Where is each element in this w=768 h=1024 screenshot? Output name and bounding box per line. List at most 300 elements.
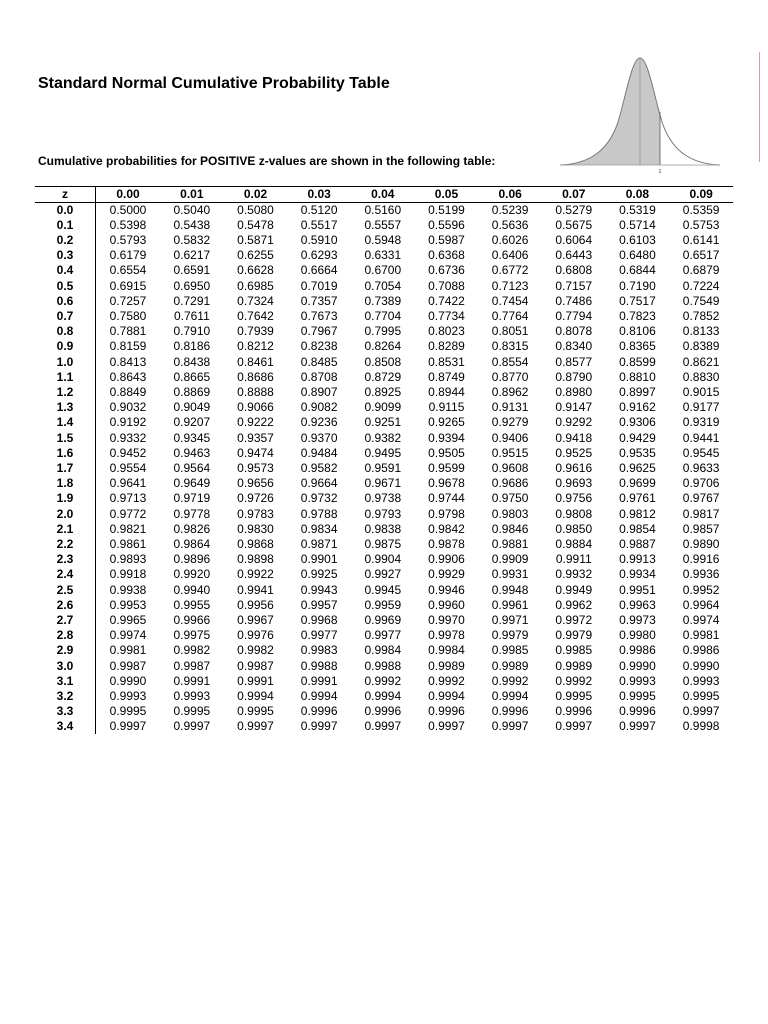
probability-cell: 0.9973 [619, 613, 656, 627]
probability-cell: 0.9997 [173, 719, 211, 733]
probability-cell: 0.7673 [300, 309, 338, 323]
probability-cell: 0.9989 [555, 658, 593, 673]
probability-cell: 0.9767 [682, 491, 720, 505]
probability-cell: 0.7123 [491, 278, 529, 293]
probability-cell: 0.9162 [619, 400, 656, 414]
z-value-cell: 2.1 [35, 522, 96, 537]
probability-cell: 0.5517 [300, 218, 338, 232]
probability-cell: 0.9857 [682, 522, 720, 536]
column-header: 0.07 [542, 187, 606, 203]
probability-cell: 0.9798 [428, 506, 465, 521]
probability-cell: 0.9875 [364, 537, 402, 551]
column-header: 0.04 [351, 187, 415, 203]
probability-cell: 0.6664 [300, 263, 338, 277]
table-row [35, 522, 733, 537]
probability-cell: 0.9992 [428, 674, 465, 688]
probability-cell: 0.9946 [428, 582, 465, 597]
probability-cell: 0.7881 [109, 324, 147, 338]
probability-cell: 0.9934 [619, 567, 656, 581]
probability-cell: 0.9997 [109, 719, 147, 733]
z-value-cell: 1.9 [35, 491, 96, 506]
probability-cell: 0.9959 [364, 598, 402, 612]
probability-cell: 0.8133 [682, 324, 720, 338]
probability-cell: 0.9918 [109, 567, 147, 581]
probability-cell: 0.9608 [491, 461, 529, 475]
probability-cell: 0.6103 [619, 233, 656, 247]
probability-cell: 0.9418 [555, 430, 593, 445]
probability-cell: 0.7580 [109, 309, 147, 323]
probability-cell: 0.8849 [109, 385, 147, 399]
probability-cell: 0.9952 [682, 582, 720, 597]
probability-cell: 0.7823 [619, 309, 656, 323]
probability-cell: 0.9989 [491, 658, 529, 673]
z-value-cell: 3.0 [35, 658, 96, 674]
probability-cell: 0.9953 [109, 598, 147, 612]
probability-cell: 0.9980 [619, 628, 656, 642]
probability-cell: 0.9484 [300, 446, 338, 460]
probability-cell: 0.9997 [682, 704, 720, 718]
probability-cell: 0.6064 [555, 233, 593, 247]
probability-cell: 0.9993 [619, 674, 656, 688]
table-row [35, 537, 733, 552]
probability-cell: 0.9957 [300, 598, 338, 612]
probability-cell: 0.9995 [109, 704, 147, 718]
z-value-cell: 1.7 [35, 461, 96, 476]
probability-cell: 0.9192 [109, 415, 147, 429]
z-value-cell: 3.1 [35, 674, 96, 689]
z-value-cell: 0.6 [35, 294, 96, 309]
table-row [35, 704, 733, 719]
z-value-cell: 3.2 [35, 689, 96, 704]
probability-cell: 0.9997 [237, 719, 274, 733]
probability-cell: 0.9920 [173, 567, 211, 581]
table-row [35, 719, 733, 734]
probability-cell: 0.9830 [237, 522, 274, 536]
probability-cell: 0.5319 [619, 203, 656, 217]
probability-cell: 0.9987 [173, 658, 211, 673]
probability-cell: 0.6293 [300, 248, 338, 262]
probability-cell: 0.5596 [428, 218, 465, 232]
probability-cell: 0.9929 [428, 567, 465, 581]
probability-cell: 0.9803 [491, 506, 529, 521]
probability-cell: 0.9986 [682, 643, 720, 657]
probability-cell: 0.7967 [300, 324, 338, 338]
probability-cell: 0.8159 [109, 339, 147, 353]
z-value-cell: 3.3 [35, 704, 96, 719]
column-header: 0.05 [415, 187, 479, 203]
probability-cell: 0.6179 [109, 248, 147, 262]
probability-cell: 0.8340 [555, 339, 593, 353]
probability-cell: 0.9904 [364, 552, 402, 566]
probability-cell: 0.9738 [364, 491, 402, 505]
probability-cell: 0.9943 [300, 582, 338, 597]
probability-cell: 0.7486 [555, 294, 593, 308]
probability-cell: 0.9452 [109, 446, 147, 460]
probability-cell: 0.9896 [173, 552, 211, 566]
probability-cell: 0.9838 [364, 522, 402, 536]
z-value-cell: 3.4 [35, 719, 96, 734]
probability-cell: 0.9693 [555, 476, 593, 490]
probability-cell: 0.9573 [237, 461, 274, 475]
probability-cell: 0.9994 [491, 689, 529, 703]
probability-cell: 0.9842 [428, 522, 465, 536]
probability-cell: 0.9951 [619, 582, 656, 597]
probability-cell: 0.8643 [109, 370, 147, 384]
probability-cell: 0.8729 [364, 370, 402, 384]
probability-cell: 0.9993 [109, 689, 147, 703]
probability-cell: 0.9956 [237, 598, 274, 612]
probability-cell: 0.6443 [555, 248, 593, 262]
table-row [35, 278, 733, 294]
probability-cell: 0.9616 [555, 461, 593, 475]
column-header: 0.02 [224, 187, 288, 203]
probability-cell: 0.9989 [428, 658, 465, 673]
z-value-cell: 1.2 [35, 385, 96, 400]
normal-curve-figure [560, 52, 740, 177]
probability-cell: 0.9993 [682, 674, 720, 688]
probability-cell: 0.7549 [682, 294, 720, 308]
probability-cell: 0.9649 [173, 476, 211, 490]
probability-cell: 0.9131 [491, 400, 529, 414]
probability-cell: 0.9976 [237, 628, 274, 642]
probability-cell: 0.7389 [364, 294, 402, 308]
probability-cell: 0.8810 [619, 370, 656, 384]
probability-cell: 0.6772 [491, 263, 529, 277]
probability-cell: 0.6628 [237, 263, 274, 277]
probability-cell: 0.9015 [682, 385, 720, 399]
z-value-cell: 2.6 [35, 598, 96, 613]
probability-cell: 0.9265 [428, 415, 465, 429]
probability-cell: 0.9726 [237, 491, 274, 505]
probability-cell: 0.9821 [109, 522, 147, 536]
probability-cell: 0.8413 [109, 354, 147, 369]
probability-cell: 0.7517 [619, 294, 656, 308]
probability-cell: 0.9979 [491, 628, 529, 642]
probability-cell: 0.7257 [109, 294, 147, 308]
probability-cell: 0.8790 [555, 370, 593, 384]
probability-cell: 0.8749 [428, 370, 465, 384]
z-value-cell: 2.5 [35, 582, 96, 598]
probability-cell: 0.9756 [555, 491, 593, 505]
probability-cell: 0.9633 [682, 461, 720, 475]
column-header: 0.09 [669, 187, 733, 203]
probability-cell: 0.6480 [619, 248, 656, 262]
probability-cell: 0.7852 [682, 309, 720, 323]
probability-cell: 0.8531 [428, 354, 465, 369]
probability-cell: 0.9984 [428, 643, 465, 657]
probability-cell: 0.8365 [619, 339, 656, 353]
probability-cell: 0.6700 [364, 263, 402, 277]
probability-cell: 0.7454 [491, 294, 529, 308]
probability-cell: 0.9996 [555, 704, 593, 718]
probability-cell: 0.9981 [109, 643, 147, 657]
probability-cell: 0.5279 [555, 203, 593, 217]
table-row [35, 628, 733, 643]
probability-cell: 0.7910 [173, 324, 211, 338]
probability-cell: 0.8485 [300, 354, 338, 369]
probability-cell: 0.9984 [364, 643, 402, 657]
probability-cell: 0.6026 [491, 233, 529, 247]
probability-cell: 0.9671 [364, 476, 402, 490]
z-value-cell: 0.2 [35, 233, 96, 248]
z-value-cell: 1.1 [35, 370, 96, 385]
probability-cell: 0.6255 [237, 248, 274, 262]
probability-cell: 0.9945 [364, 582, 402, 597]
probability-cell: 0.5871 [237, 233, 274, 247]
column-header: 0.08 [606, 187, 670, 203]
probability-cell: 0.9968 [300, 613, 338, 627]
probability-cell: 0.8907 [300, 385, 338, 399]
probability-cell: 0.7642 [237, 309, 274, 323]
probability-cell: 0.7088 [428, 278, 465, 293]
probability-cell: 0.9783 [237, 506, 274, 521]
probability-cell: 0.9975 [173, 628, 211, 642]
z-marker-label: z [658, 169, 662, 175]
probability-cell: 0.5987 [428, 233, 465, 247]
probability-cell: 0.8770 [491, 370, 529, 384]
probability-cell: 0.9995 [682, 689, 720, 703]
table-row [35, 263, 733, 278]
table-row [35, 613, 733, 628]
z-value-cell: 2.4 [35, 567, 96, 582]
z-value-cell: 2.0 [35, 506, 96, 522]
probability-cell: 0.7190 [619, 278, 656, 293]
probability-cell: 0.6736 [428, 263, 465, 277]
probability-cell: 0.9971 [491, 613, 529, 627]
probability-cell: 0.9995 [237, 704, 274, 718]
probability-cell: 0.5793 [109, 233, 147, 247]
table-row [35, 446, 733, 461]
probability-cell: 0.5000 [109, 203, 147, 217]
probability-cell: 0.9846 [491, 522, 529, 536]
probability-cell: 0.5040 [173, 203, 211, 217]
probability-cell: 0.8980 [555, 385, 593, 399]
column-header: 0.03 [287, 187, 351, 203]
table-row [35, 461, 733, 476]
probability-cell: 0.8869 [173, 385, 211, 399]
probability-cell: 0.9992 [364, 674, 402, 688]
probability-cell: 0.9977 [364, 628, 402, 642]
table-body [35, 203, 733, 735]
probability-cell: 0.9406 [491, 430, 529, 445]
z-table [35, 186, 733, 734]
probability-cell: 0.9345 [173, 430, 211, 445]
probability-cell: 0.6985 [237, 278, 274, 293]
probability-cell: 0.9878 [428, 537, 465, 551]
probability-cell: 0.9554 [109, 461, 147, 475]
probability-cell: 0.9678 [428, 476, 465, 490]
probability-cell: 0.9978 [428, 628, 465, 642]
probability-cell: 0.9990 [109, 674, 147, 688]
probability-cell: 0.8508 [364, 354, 402, 369]
table-row [35, 309, 733, 324]
probability-cell: 0.9995 [619, 689, 656, 703]
probability-cell: 0.8577 [555, 354, 593, 369]
table-row [35, 476, 733, 491]
probability-cell: 0.8708 [300, 370, 338, 384]
z-value-cell: 0.5 [35, 278, 96, 294]
table-row [35, 491, 733, 506]
probability-cell: 0.9236 [300, 415, 338, 429]
z-value-cell: 2.7 [35, 613, 96, 628]
probability-cell: 0.8078 [555, 324, 593, 338]
z-value-cell: 0.7 [35, 309, 96, 324]
probability-cell: 0.9998 [682, 719, 720, 733]
probability-cell: 0.9938 [109, 582, 147, 597]
table-row [35, 218, 733, 233]
z-value-cell: 0.1 [35, 218, 96, 233]
probability-cell: 0.9990 [619, 658, 656, 673]
probability-cell: 0.6331 [364, 248, 402, 262]
probability-cell: 0.9994 [428, 689, 465, 703]
probability-cell: 0.8389 [682, 339, 720, 353]
probability-cell: 0.9744 [428, 491, 465, 505]
probability-cell: 0.9974 [682, 613, 720, 627]
probability-cell: 0.9965 [109, 613, 147, 627]
probability-cell: 0.9995 [555, 689, 593, 703]
probability-cell: 0.9966 [173, 613, 211, 627]
probability-cell: 0.5359 [682, 203, 720, 217]
probability-cell: 0.9319 [682, 415, 720, 429]
probability-cell: 0.8686 [237, 370, 274, 384]
probability-cell: 0.9993 [173, 689, 211, 703]
table-row [35, 370, 733, 385]
z-value-cell: 2.8 [35, 628, 96, 643]
table-row [35, 598, 733, 613]
probability-cell: 0.9394 [428, 430, 465, 445]
probability-cell: 0.8554 [491, 354, 529, 369]
probability-cell: 0.9505 [428, 446, 465, 460]
probability-cell: 0.7324 [237, 294, 274, 308]
probability-cell: 0.9932 [555, 567, 593, 581]
probability-cell: 0.9925 [300, 567, 338, 581]
z-value-cell: 1.6 [35, 446, 96, 461]
probability-cell: 0.9686 [491, 476, 529, 490]
z-value-cell: 0.8 [35, 324, 96, 339]
probability-cell: 0.9115 [428, 400, 465, 414]
probability-cell: 0.7357 [300, 294, 338, 308]
probability-cell: 0.6844 [619, 263, 656, 277]
probability-cell: 0.8212 [237, 339, 274, 353]
probability-cell: 0.9981 [682, 628, 720, 642]
probability-cell: 0.9525 [555, 446, 593, 460]
probability-cell: 0.9916 [682, 552, 720, 566]
probability-cell: 0.5120 [300, 203, 338, 217]
probability-cell: 0.9922 [237, 567, 274, 581]
page-title: Standard Normal Cumulative Probability Table [38, 75, 390, 92]
probability-cell: 0.9997 [364, 719, 402, 733]
probability-cell: 0.7422 [428, 294, 465, 308]
probability-cell: 0.9898 [237, 552, 274, 566]
table-row [35, 658, 733, 674]
probability-cell: 0.9985 [491, 643, 529, 657]
probability-cell: 0.9564 [173, 461, 211, 475]
probability-cell: 0.7939 [237, 324, 274, 338]
probability-cell: 0.9996 [364, 704, 402, 718]
probability-cell: 0.9812 [619, 506, 656, 521]
probability-cell: 0.8289 [428, 339, 465, 353]
probability-cell: 0.9996 [428, 704, 465, 718]
table-row [35, 385, 733, 400]
probability-cell: 0.9750 [491, 491, 529, 505]
table-caption: Cumulative probabilities for POSITIVE z-values are shown in the following table: [38, 154, 496, 168]
probability-cell: 0.7794 [555, 309, 593, 323]
probability-cell: 0.9817 [682, 506, 720, 521]
probability-cell: 0.9990 [682, 658, 720, 673]
probability-cell: 0.9357 [237, 430, 274, 445]
margin-rule [759, 52, 760, 162]
probability-cell: 0.8621 [682, 354, 720, 369]
probability-cell: 0.7734 [428, 309, 465, 323]
probability-cell: 0.8023 [428, 324, 465, 338]
probability-cell: 0.5478 [237, 218, 274, 232]
probability-cell: 0.9441 [682, 430, 720, 445]
probability-cell: 0.9948 [491, 582, 529, 597]
z-value-cell: 1.8 [35, 476, 96, 491]
probability-cell: 0.9641 [109, 476, 147, 490]
probability-cell: 0.9778 [173, 506, 211, 521]
probability-cell: 0.9986 [619, 643, 656, 657]
table-row [35, 339, 733, 354]
probability-cell: 0.5948 [364, 233, 402, 247]
probability-cell: 0.9881 [491, 537, 529, 551]
z-value-cell: 1.0 [35, 354, 96, 370]
probability-cell: 0.9535 [619, 446, 656, 460]
probability-cell: 0.9969 [364, 613, 402, 627]
probability-cell: 0.5675 [555, 218, 593, 232]
probability-cell: 0.9251 [364, 415, 402, 429]
probability-cell: 0.9032 [109, 400, 147, 414]
probability-cell: 0.9963 [619, 598, 656, 612]
z-value-cell: 0.0 [35, 203, 96, 219]
probability-cell: 0.9599 [428, 461, 465, 475]
probability-cell: 0.9625 [619, 461, 656, 475]
probability-cell: 0.9719 [173, 491, 211, 505]
probability-cell: 0.9977 [300, 628, 338, 642]
probability-cell: 0.6517 [682, 248, 720, 262]
probability-cell: 0.5199 [428, 203, 465, 217]
probability-cell: 0.8665 [173, 370, 211, 384]
z-value-cell: 0.3 [35, 248, 96, 263]
probability-cell: 0.5832 [173, 233, 211, 247]
probability-cell: 0.9049 [173, 400, 211, 414]
probability-cell: 0.6406 [491, 248, 529, 262]
z-value-cell: 0.4 [35, 263, 96, 278]
probability-cell: 0.9972 [555, 613, 593, 627]
probability-cell: 0.9545 [682, 446, 720, 460]
table-row [35, 294, 733, 309]
probability-cell: 0.9177 [682, 400, 720, 414]
probability-cell: 0.9884 [555, 537, 593, 551]
z-value-cell: 2.3 [35, 552, 96, 567]
z-value-cell: 0.9 [35, 339, 96, 354]
probability-cell: 0.9955 [173, 598, 211, 612]
probability-cell: 0.9826 [173, 522, 211, 536]
probability-cell: 0.9332 [109, 430, 147, 445]
probability-cell: 0.8888 [237, 385, 274, 399]
probability-cell: 0.9911 [555, 552, 592, 566]
probability-cell: 0.6915 [109, 278, 147, 293]
probability-cell: 0.9906 [428, 552, 465, 566]
probability-cell: 0.6554 [109, 263, 147, 277]
probability-cell: 0.7291 [173, 294, 211, 308]
probability-cell: 0.9988 [300, 658, 338, 673]
probability-cell: 0.9082 [300, 400, 338, 414]
probability-cell: 0.9761 [619, 491, 656, 505]
probability-cell: 0.9664 [300, 476, 338, 490]
probability-cell: 0.9996 [619, 704, 656, 718]
probability-cell: 0.9941 [237, 582, 274, 597]
